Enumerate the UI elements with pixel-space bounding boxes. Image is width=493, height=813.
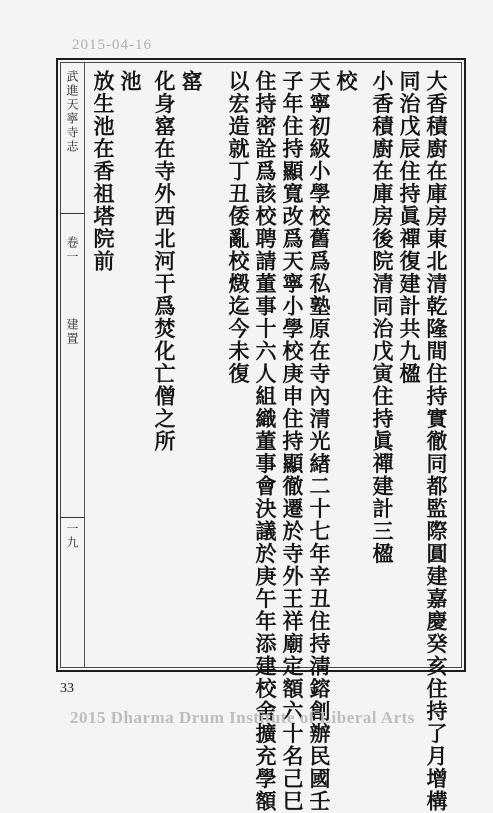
margin-divider: [84, 62, 85, 668]
margin-tick: [60, 517, 84, 518]
text-column-2: 同治戊辰住持眞禪復建計共九楹: [397, 70, 422, 385]
margin-tick: [60, 213, 84, 214]
section-heading-kiln: 窰: [179, 70, 204, 93]
margin-book-title: 武進天寧寺志: [65, 70, 79, 154]
text-column-7: 住持密詮爲該校聘請董事十六人組織董事會決議於庚午年添建校舍擴充學額: [253, 70, 278, 813]
section-heading-pond: 池: [118, 70, 143, 93]
page-number: 33: [60, 681, 74, 696]
text-column-12: 放生池在香祖塔院前: [91, 70, 116, 273]
margin-section: 建置: [65, 318, 79, 346]
margin-folio: 一九: [65, 522, 79, 550]
watermark-institute: 2015 Dharma Drum Institute of Liberal Arts: [70, 708, 415, 727]
text-column-10: 化身窰在寺外西北河干爲焚化亡僧之所: [152, 70, 177, 453]
text-column-6: 子年住持顯寬改爲天寧小學校庚申住持顯徹遷於寺外王祥廟定額六十名己巳: [280, 70, 305, 813]
text-column-5: 天寧初級小學校舊爲私塾原在寺內清光緖二十七年辛丑住持淸鎔創辦民國壬: [307, 70, 332, 813]
text-column-1: 大香積廚在庫房東北清乾隆間住持實徹同都監際圓建嘉慶癸亥住持了月增構: [424, 70, 449, 813]
watermark-date: 2015-04-16: [72, 37, 152, 53]
text-column-3: 小香積廚在庫房後院清同治戊寅住持眞禪建計三楹: [370, 70, 395, 565]
text-column-8: 以宏造就丁丑倭亂校燬迄今未復: [226, 70, 251, 385]
margin-volume: 卷一: [65, 236, 79, 264]
section-heading-school: 校: [334, 70, 359, 93]
